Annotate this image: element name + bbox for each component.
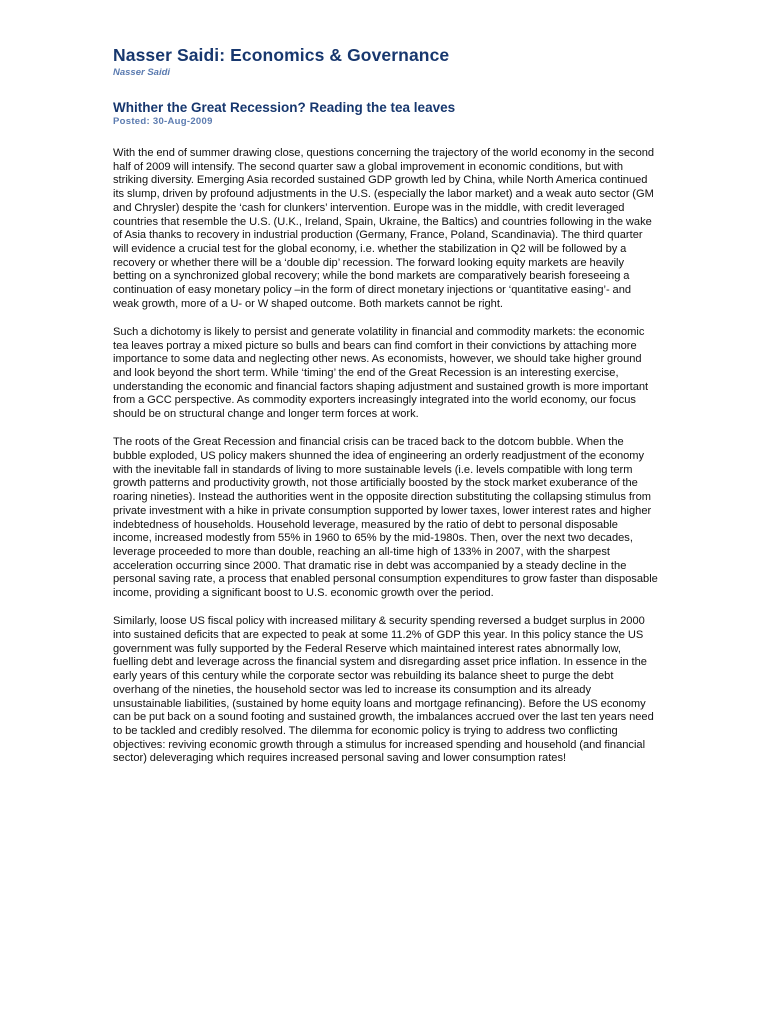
blog-title: Nasser Saidi: Economics & Governance	[113, 45, 450, 65]
post-date-value: 30-Aug-2009	[152, 116, 213, 127]
post-header	[113, 99, 658, 128]
post-paragraph: With the end of summer drawing close, questions concerning the trajectory of the world economy in the second half of 2009 will intensify. The second quarter saw a global improvement in economic conditions, but with striking diversity. Emerging Asia recorded sustained GDP growth led by China, while North America continued its slump, driven by profound adjustments in the U.S. (especially the labor market) and a weak auto sector (GM and Chrysler) despite the ‘cash for clunkers’ intervention. Europe was in the middle, with credit leveraged countries that resemble the U.S. (U.K., Ireland, Spain, Ukraine, the Baltics) and countries following in the wake of Asia thanks to recovery in industrial production (Germany, France, Poland, Scandinavia). The third quarter will evidence a crucial test for the global economy, i.e. whether the stabilization in Q2 will be followed by a recovery or whether there will be a ‘double dip’ recession. The forward looking equity markets are heavily betting on a synchronized global recovery; while the bond markets are comparatively bearish foreseeing a continuation of easy monetary policy –in the form of direct monetary injections or ‘quantitative easing’- and weak growth, more of a U- or W shaped outcome. Both markets cannot be right.	[113, 147, 655, 310]
post-paragraph: Similarly, loose US fiscal policy with increased military & security spending reversed a budget surplus in 2000 into sustained deficits that are expected to peak at some 11.2% of GDP this year. In this policy stance the US government was fully supported by the Federal Reserve which maintained interest rates abnormally low, fuelling debt and leverage across the financial system and disregarding asset price inflation. In essence in the early years of this century while the corporate sector was rebuilding its balance sheet to purge the debt overhang of the nineties, the household sector was led to increase its consumption and its already unsustainable liabilities, (sustained by home equity loans and mortgage refinancing). Before the US economy can be put back on a sound footing and sustained growth, the imbalances accrued over the last ten years need to be tackled and credibly resolved. The dilemma for economic policy is trying to address two conflicting objectives: reviving economic growth through a stimulus for increased spending and household (and financial sector) deleveraging which requires increased personal saving and lower consumption rates!	[113, 615, 654, 765]
post-paragraph: The roots of the Great Recession and financial crisis can be traced back to the dotcom bubble. When the bubble exploded, US policy makers shunned the idea of engineering an orderly readjustment of the economy with the inevitable fall in standards of living to more sustainable levels (i.e. levels compatible with long term growth patterns and productivity growth, not those artificially boosted by the stock market exuberance of the roaring nineties). Instead the authorities went in the opposite direction substituting the collapsing stimulus from private investment with a hike in private consumption supported by lower taxes, lower interest rates and higher indebtedness of households. Household leverage, measured by the ratio of debt to personal disposable income, increased modestly from 55% in 1960 to 65% by the mid-1980s. Then, over the next two decades, leverage proceeded to more than double, reaching an all-time high of 133% in 2007, with the sharpest acceleration occurring since 2000. That dramatic rise in debt was accompanied by a steady decline in the personal saving rate, a process that enabled personal consumption expenditures to grow faster than disposable income, providing a significant boost to U.S. economic growth over the period.	[113, 436, 658, 600]
document-page	[113, 44, 658, 781]
post-body	[113, 147, 658, 766]
post-title: Whither the Great Recession? Reading the tea leaves	[113, 100, 456, 115]
post-date-label: Posted:	[113, 116, 150, 127]
post-paragraph: Such a dichotomy is likely to persist and generate volatility in financial and commodity markets: the economic tea leaves portray a mixed picture so bulls and bears can find comfort in their convictions by attaching more importance to some data and neglecting other news. As economists, however, we should take higher ground and look beyond the short term. While ‘timing’ the end of the Great Recession is an interesting exercise, understanding the economic and financial factors shaping adjustment and sustained growth is more important from a GCC perspective. As commodity exporters increasingly integrated into the world economy, our focus should be on structural change and longer term forces at work.	[113, 325, 649, 421]
post-date	[113, 116, 658, 128]
blog-header	[113, 44, 658, 79]
blog-author: Nasser Saidi	[113, 67, 171, 78]
